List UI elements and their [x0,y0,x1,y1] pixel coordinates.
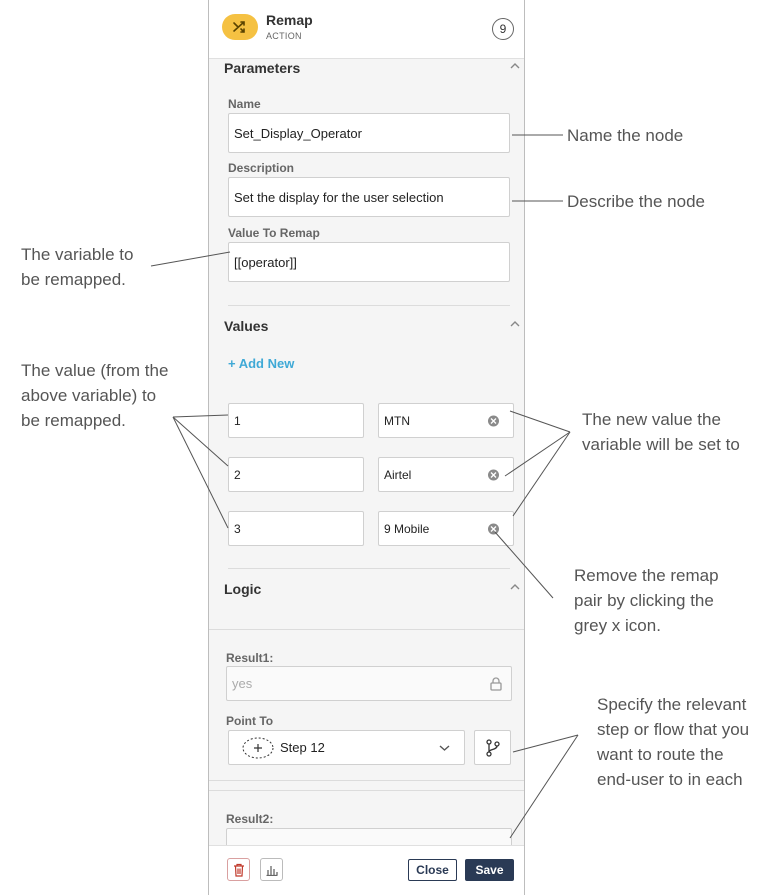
chevron-up-icon[interactable] [510,583,520,591]
remap-to-value: Airtel [384,467,412,482]
section-divider [228,305,510,306]
annotation-new-value: The new value the variable will be set to [582,410,740,454]
name-input[interactable]: Set_Display_Operator [228,113,510,153]
remap-to-value: 9 Mobile [384,521,430,536]
shuffle-icon [222,14,258,40]
branch-icon [485,739,501,757]
step-node-icon [242,737,274,759]
bar-chart-icon [266,864,278,876]
remap-to-input[interactable] [378,511,514,546]
chevron-down-icon[interactable] [439,744,450,752]
annotation-describe-node: Describe the node [567,192,705,211]
panel-footer [209,845,524,895]
node-type: ACTION [266,31,302,41]
remove-pair-icon[interactable] [488,523,499,534]
point-to-value: Step 12 [280,740,325,755]
delete-button[interactable] [227,858,250,881]
section-divider [209,790,524,791]
node-number-badge: 9 [492,18,514,40]
point-to-select[interactable] [228,730,465,765]
remap-node-panel [208,0,525,895]
remap-from-input[interactable]: 3 [228,511,364,546]
section-divider [209,629,524,630]
remap-to-value: MTN [384,413,410,428]
remap-from-input[interactable]: 2 [228,457,364,492]
result1-input [226,666,512,701]
annotation-remove-pair: Remove the remap pair by clicking the grey x icon. [574,566,719,635]
chevron-up-icon[interactable] [510,320,520,328]
result2-label: Result2: [226,812,274,826]
value-to-remap-input[interactable]: [[operator]] [228,242,510,282]
result1-placeholder: yes [232,676,253,691]
stats-button[interactable] [260,858,283,881]
result1-label: Result1: [226,651,274,665]
description-label: Description [228,161,295,175]
trash-icon [233,863,245,877]
annotation-variable: The variable to be remapped. [21,245,134,289]
parameters-section-title: Parameters [224,60,301,76]
lock-icon [490,677,502,691]
section-divider [228,568,510,569]
branch-button[interactable] [474,730,511,765]
name-label: Name [228,97,261,111]
annotation-value-from: The value (from the above variable) to be remapped. [21,361,169,430]
remap-from-input[interactable]: 1 [228,403,364,438]
remove-pair-icon[interactable] [488,469,499,480]
section-divider [209,780,524,781]
logic-section-title: Logic [224,581,262,597]
value-to-remap-label: Value To Remap [228,226,320,240]
description-input[interactable]: Set the display for the user selection [228,177,510,217]
remap-to-input[interactable] [378,457,514,492]
annotation-name-node: Name the node [567,126,684,145]
close-button[interactable]: Close [408,859,457,881]
panel-header [209,0,524,59]
remove-pair-icon[interactable] [488,415,499,426]
point-to-label: Point To [226,714,274,728]
annotation-specify-step: Specify the relevant step or flow that you want to route the end-user to in each [597,695,750,789]
add-new-button[interactable]: + Add New [228,356,295,371]
save-button[interactable]: Save [465,859,514,881]
remap-to-input[interactable] [378,403,514,438]
values-section-title: Values [224,318,269,334]
chevron-up-icon[interactable] [510,62,520,70]
node-title: Remap [266,12,313,28]
